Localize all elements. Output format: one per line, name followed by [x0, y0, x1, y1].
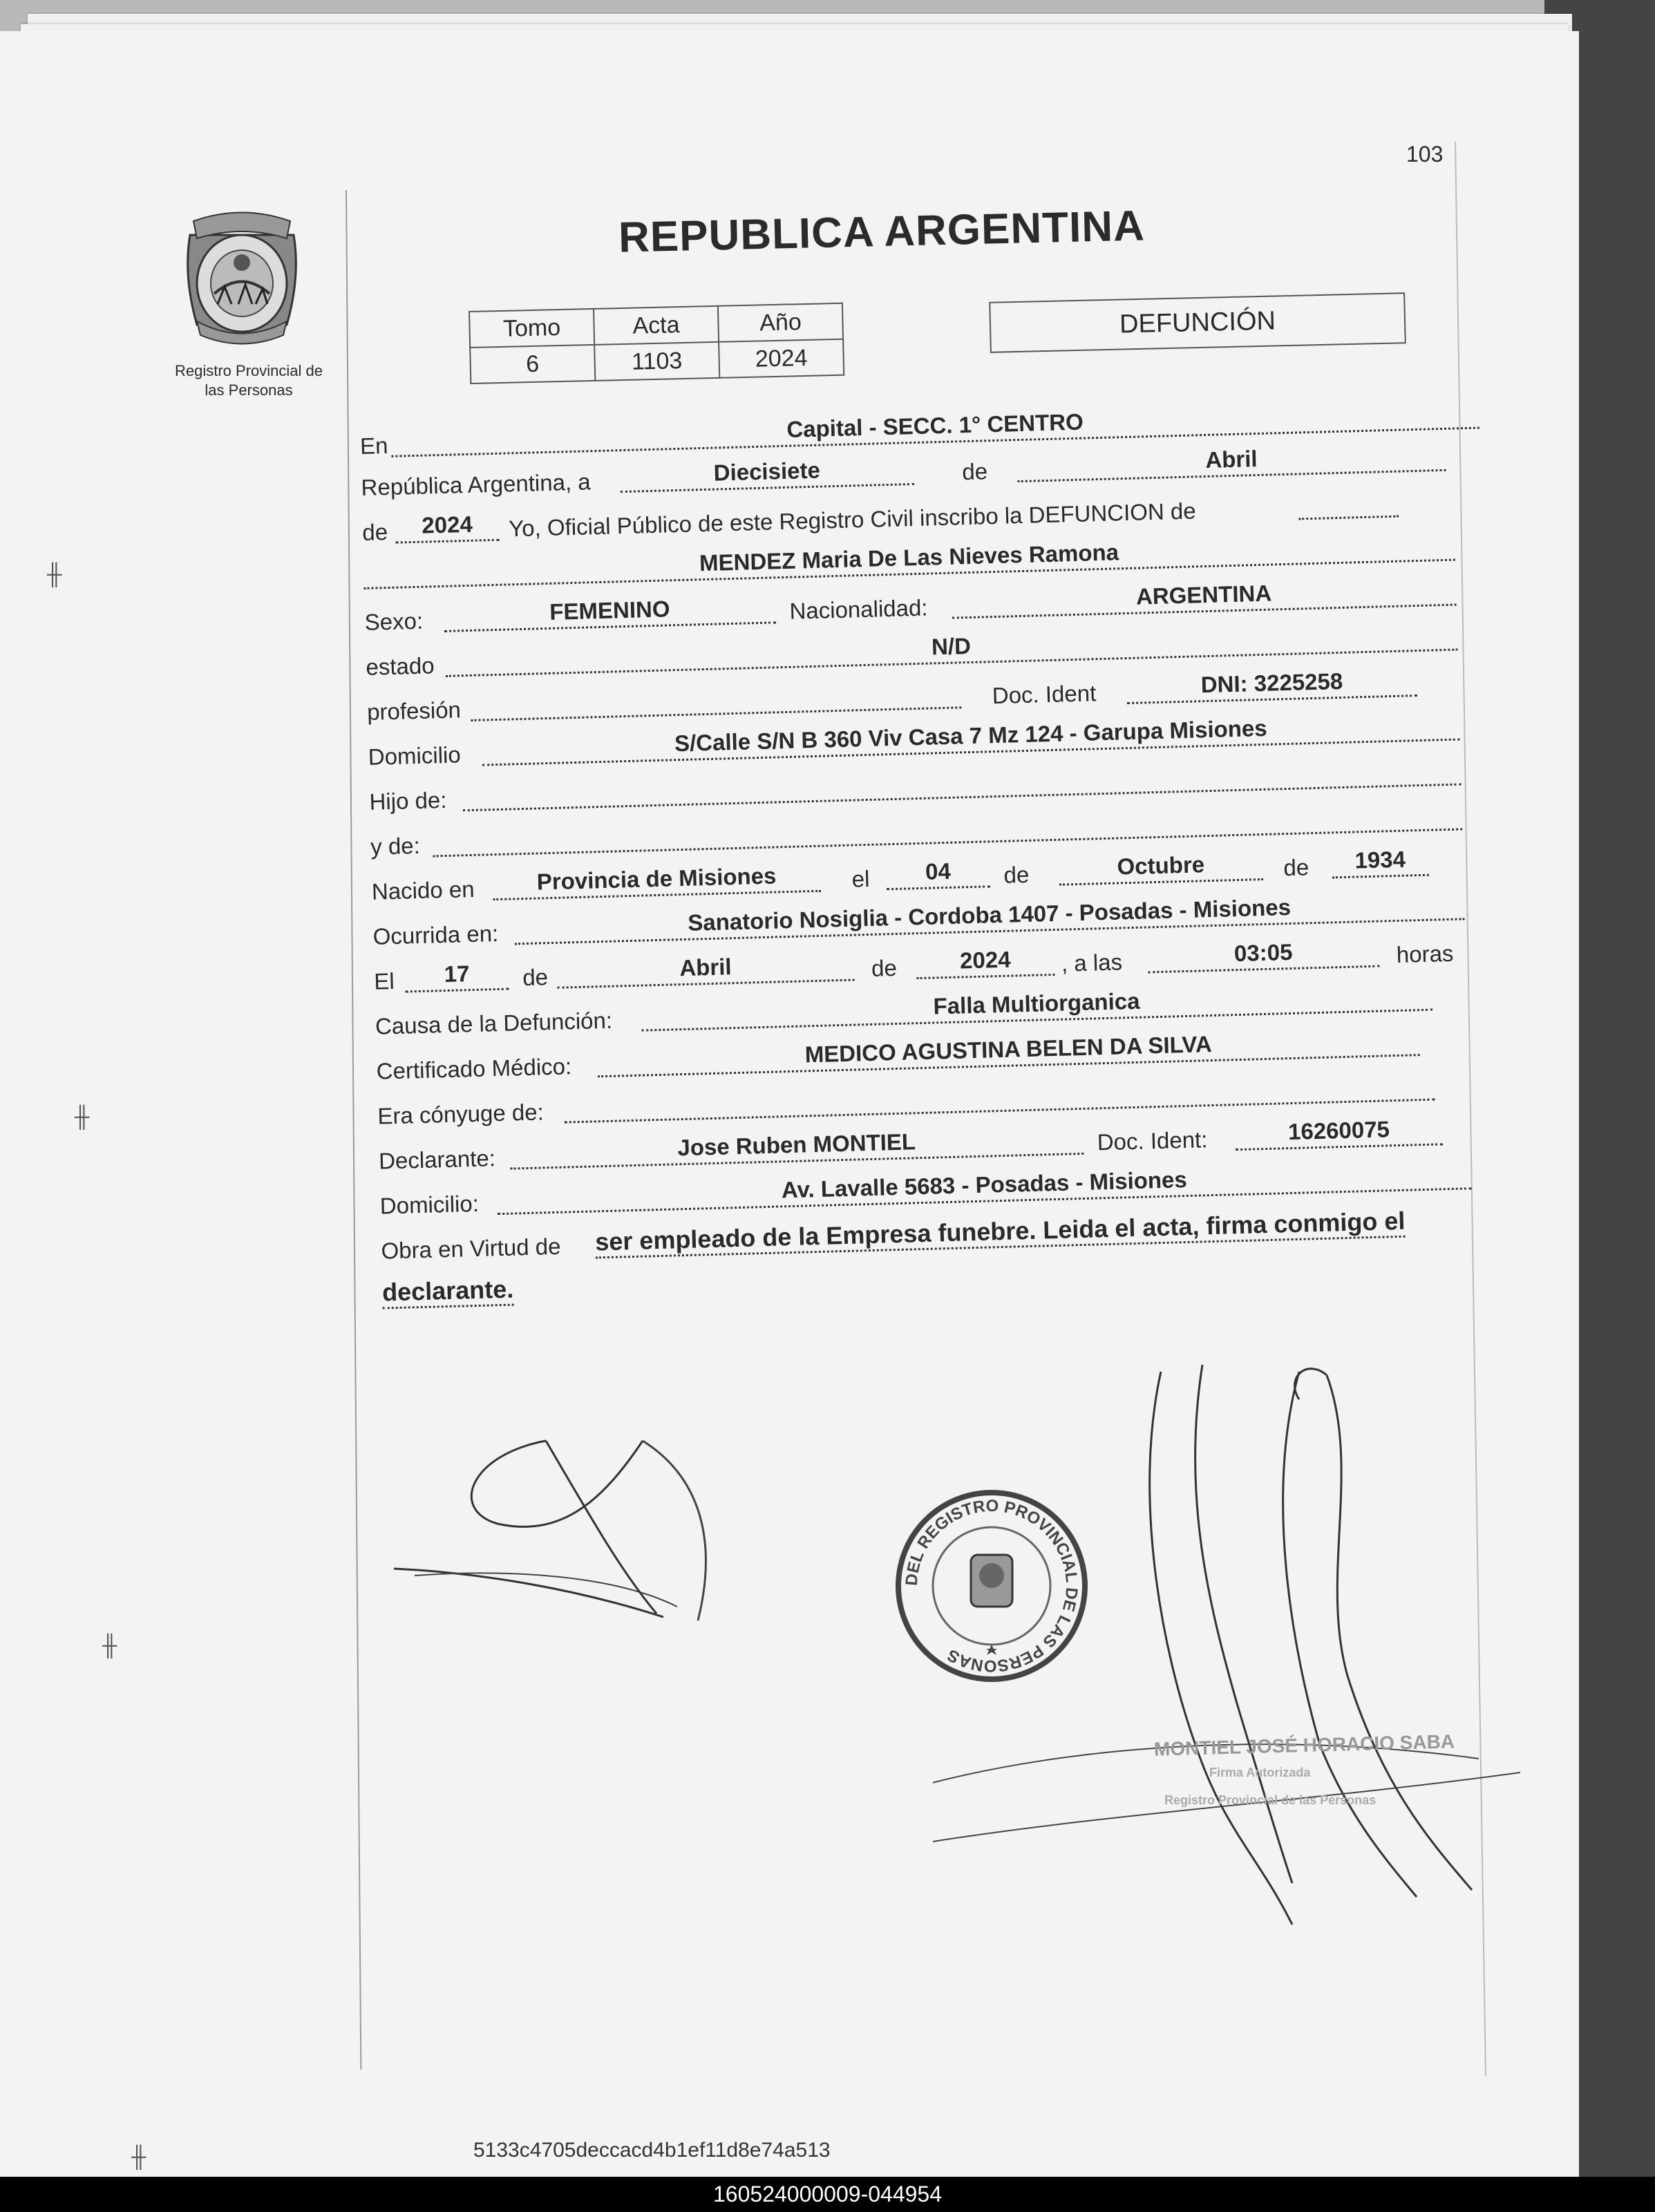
death-day-value: 17 — [405, 958, 509, 993]
scan-footer-id: 160524000009-044954 — [0, 2177, 1655, 2212]
field-label: Domicilio — [368, 741, 462, 770]
reason-value: ser empleado de la Empresa funebre. Leida el acta, firma conmigo el — [595, 1207, 1406, 1259]
sex-value: FEMENINO — [444, 591, 776, 632]
signer-name-stamp: MONTIEL JOSÉ HORACIO SABA — [1153, 1730, 1455, 1760]
field-label: Doc. Ident — [992, 680, 1097, 709]
death-month-value: Abril — [556, 949, 854, 989]
signer-role-stamp: Firma Autorizada — [1209, 1766, 1311, 1779]
field-label: de — [1003, 861, 1030, 888]
registry-name — [155, 361, 342, 400]
field-label: En — [359, 432, 388, 459]
death-certificate-page — [0, 31, 1579, 2177]
field-label: Obra en Virtud de — [381, 1233, 561, 1264]
medical-cert-value: MEDICO AGUSTINA BELEN DA SILVA — [597, 1023, 1420, 1077]
birth-year-value: 1934 — [1332, 844, 1429, 879]
field-label: Declarante: — [378, 1145, 496, 1174]
table-cell: 1103 — [594, 342, 719, 381]
month-value: Abril — [1017, 439, 1446, 482]
field-label: el — [851, 865, 870, 892]
death-place-value: Sanatorio Nosiglia - Cordoba 1407 - Posadas - Misiones — [514, 887, 1465, 945]
document-hash: 5133c4705deccacd4b1ef11d8e74a513 — [473, 2139, 831, 2162]
binding-hole-mark: ╫ — [102, 1634, 117, 1657]
left-margin-rule — [346, 190, 361, 2070]
document-type-box: DEFUNCIÓN — [989, 292, 1406, 353]
death-time-value: 03:05 — [1147, 935, 1379, 974]
declarant-name-value: Jose Ruben MONTIEL — [509, 1122, 1084, 1170]
declarant-address-value: Av. Lavalle 5683 - Posadas - Misiones — [497, 1157, 1472, 1215]
field-label: Sexo: — [364, 607, 424, 635]
binding-hole-mark: ╫ — [47, 563, 62, 586]
table-cell: 6 — [470, 345, 595, 384]
table-cell: 2024 — [719, 339, 844, 378]
blank-line — [1298, 485, 1399, 520]
deceased-name: MENDEZ Maria De Las Nieves Ramona — [363, 529, 1455, 589]
day-value: Diecisiete — [620, 453, 914, 493]
misiones-province-seal-logo — [176, 207, 308, 346]
birth-month-value: Octubre — [1059, 848, 1263, 886]
field-label: Nacido en — [371, 876, 475, 905]
field-label: de — [361, 518, 388, 545]
field-label: profesión — [366, 697, 462, 725]
field-label: Era cónyuge de: — [377, 1099, 545, 1129]
table-header-cell: Tomo — [469, 309, 594, 348]
field-label: Ocurrida en: — [372, 920, 499, 949]
field-label: y de: — [370, 832, 421, 860]
death-year-value: 2024 — [916, 943, 1055, 979]
stamp-ring-text: DEL REGISTRO PROVINCIAL DE LAS PERSONAS — [902, 1496, 1081, 1676]
field-label: , a las — [1061, 949, 1123, 976]
birthplace-value: Provincia de Misiones — [492, 860, 821, 900]
field-label: República Argentina, a — [361, 469, 592, 500]
birth-day-value: 04 — [886, 855, 990, 890]
registry-name-line1: Registro Provincial de — [175, 362, 323, 379]
declarant-doc-value: 16260075 — [1235, 1113, 1443, 1151]
document-title: REPUBLICA ARGENTINA — [618, 202, 1146, 262]
field-label: horas — [1396, 940, 1454, 967]
field-label: Nacionalidad: — [789, 594, 928, 624]
field-label: Certificado Médico: — [376, 1053, 572, 1084]
field-label: El — [373, 967, 395, 994]
field-label: Causa de la Defunción: — [375, 1007, 613, 1039]
civil-status-value: N/D — [445, 618, 1458, 677]
declarant-signature — [387, 1427, 746, 1648]
field-label: Doc. Ident: — [1097, 1126, 1208, 1155]
profession-value — [470, 676, 961, 721]
year-value: 2024 — [395, 509, 500, 544]
certificate-form — [359, 389, 1504, 1386]
table-row — [470, 339, 844, 384]
official-signature — [933, 1358, 1520, 1952]
field-label: Domicilio: — [379, 1190, 480, 1219]
tomo-acta-ano-table — [469, 303, 844, 384]
table-header-cell: Acta — [594, 306, 719, 345]
signer-org-stamp: Registro Provincial de las Personas — [1164, 1793, 1377, 1807]
field-label: estado — [365, 652, 435, 680]
cause-value: Falla Multiorganica — [641, 979, 1432, 1032]
binding-hole-mark: ╫ — [75, 1106, 90, 1128]
address-value: S/Calle S/N B 360 Viv Casa 7 Mz 124 - Garupa Misiones — [482, 708, 1460, 766]
nationality-value: ARGENTINA — [952, 574, 1457, 619]
field-label: de — [522, 964, 549, 991]
registry-name-line2: las Personas — [205, 381, 293, 399]
reason-value-cont: declarante. — [382, 1275, 514, 1310]
page-number: 103 — [1406, 142, 1444, 167]
field-label: Hijo de: — [369, 786, 447, 815]
place-value: Capital - SECC. 1° CENTRO — [390, 397, 1479, 457]
binding-hole-mark: ╫ — [131, 2146, 146, 2168]
field-label: de — [961, 458, 988, 485]
inscription-text: Yo, Oficial Público de este Registro Civil inscribo la DEFUNCION de — [508, 498, 1197, 542]
document-id-value: DNI: 3225258 — [1126, 664, 1417, 704]
field-label: de — [1283, 854, 1309, 881]
table-header-cell: Año — [718, 303, 843, 342]
field-label: de — [871, 954, 898, 981]
